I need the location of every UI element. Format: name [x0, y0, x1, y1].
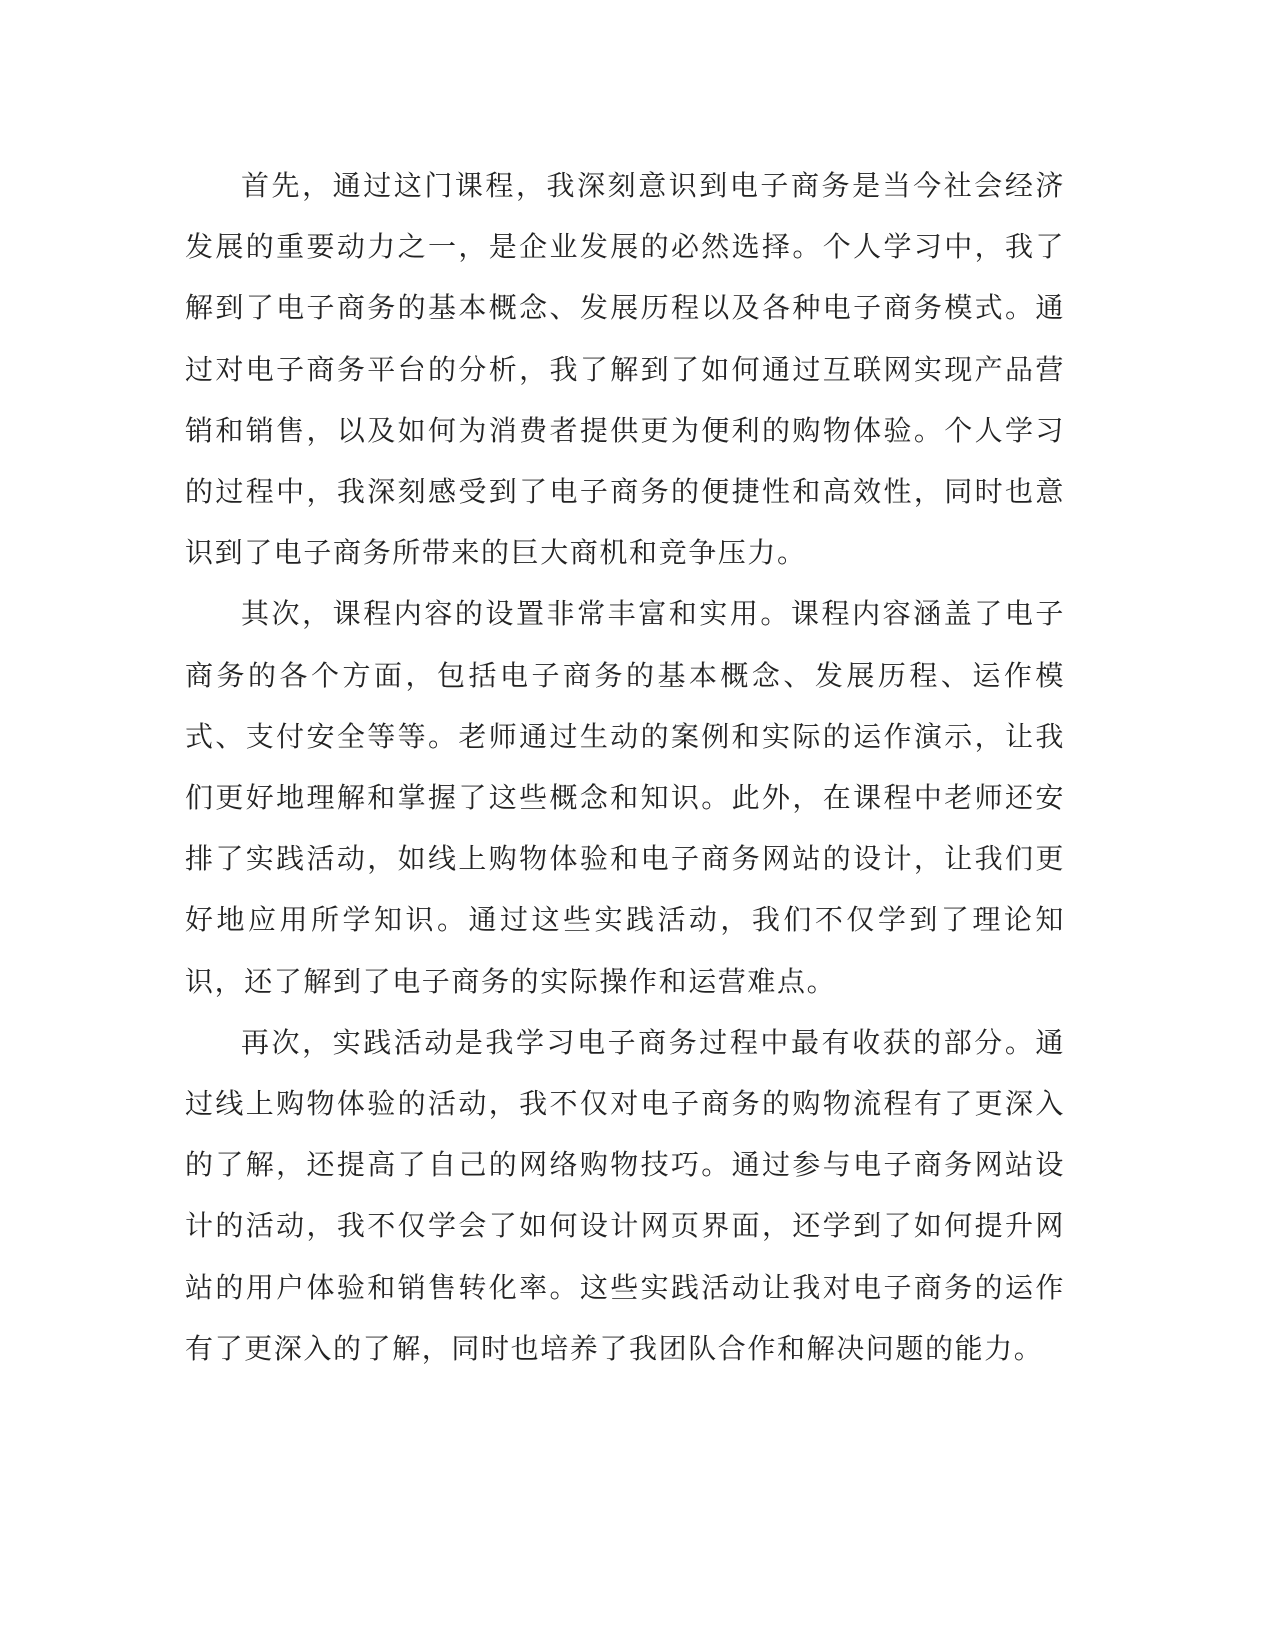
document-body — [185, 155, 1065, 1379]
paragraph-3: 再次，实践活动是我学习电子商务过程中最有收获的部分。通过线上购物体验的活动，我不仅对电子商务的购物流程有了更深入的了解，还提高了自己的网络购物技巧。通过参与电子商务网站设计的活动，我不仅学会了如何设计网页界面，还学到了如何提升网站的用户体验和销售转化率。这些实践活动让我对电子商务的运作有了更深入的了解，同时也培养了我团队合作和解决问题的能力。 — [185, 1025, 1065, 1365]
paragraph-2: 其次，课程内容的设置非常丰富和实用。课程内容涵盖了电子商务的各个方面，包括电子商务的基本概念、发展历程、运作模式、支付安全等等。老师通过生动的案例和实际的运作演示，让我们更好地理解和掌握了这些概念和知识。此外，在课程中老师还安排了实践活动，如线上购物体验和电子商务网站的设计，让我们更好地应用所学知识。通过这些实践活动，我们不仅学到了理论知识，还了解到了电子商务的实际操作和运营难点。 — [185, 597, 1065, 998]
paragraph-1: 首先，通过这门课程，我深刻意识到电子商务是当今社会经济发展的重要动力之一，是企业发展的必然选择。个人学习中，我了解到了电子商务的基本概念、发展历程以及各种电子商务模式。通过对电子商务平台的分析，我了解到了如何通过互联网实现产品营销和销售，以及如何为消费者提供更为便利的购物体验。个人学习的过程中，我深刻感受到了电子商务的便捷性和高效性，同时也意识到了电子商务所带来的巨大商机和竞争压力。 — [185, 169, 1065, 570]
